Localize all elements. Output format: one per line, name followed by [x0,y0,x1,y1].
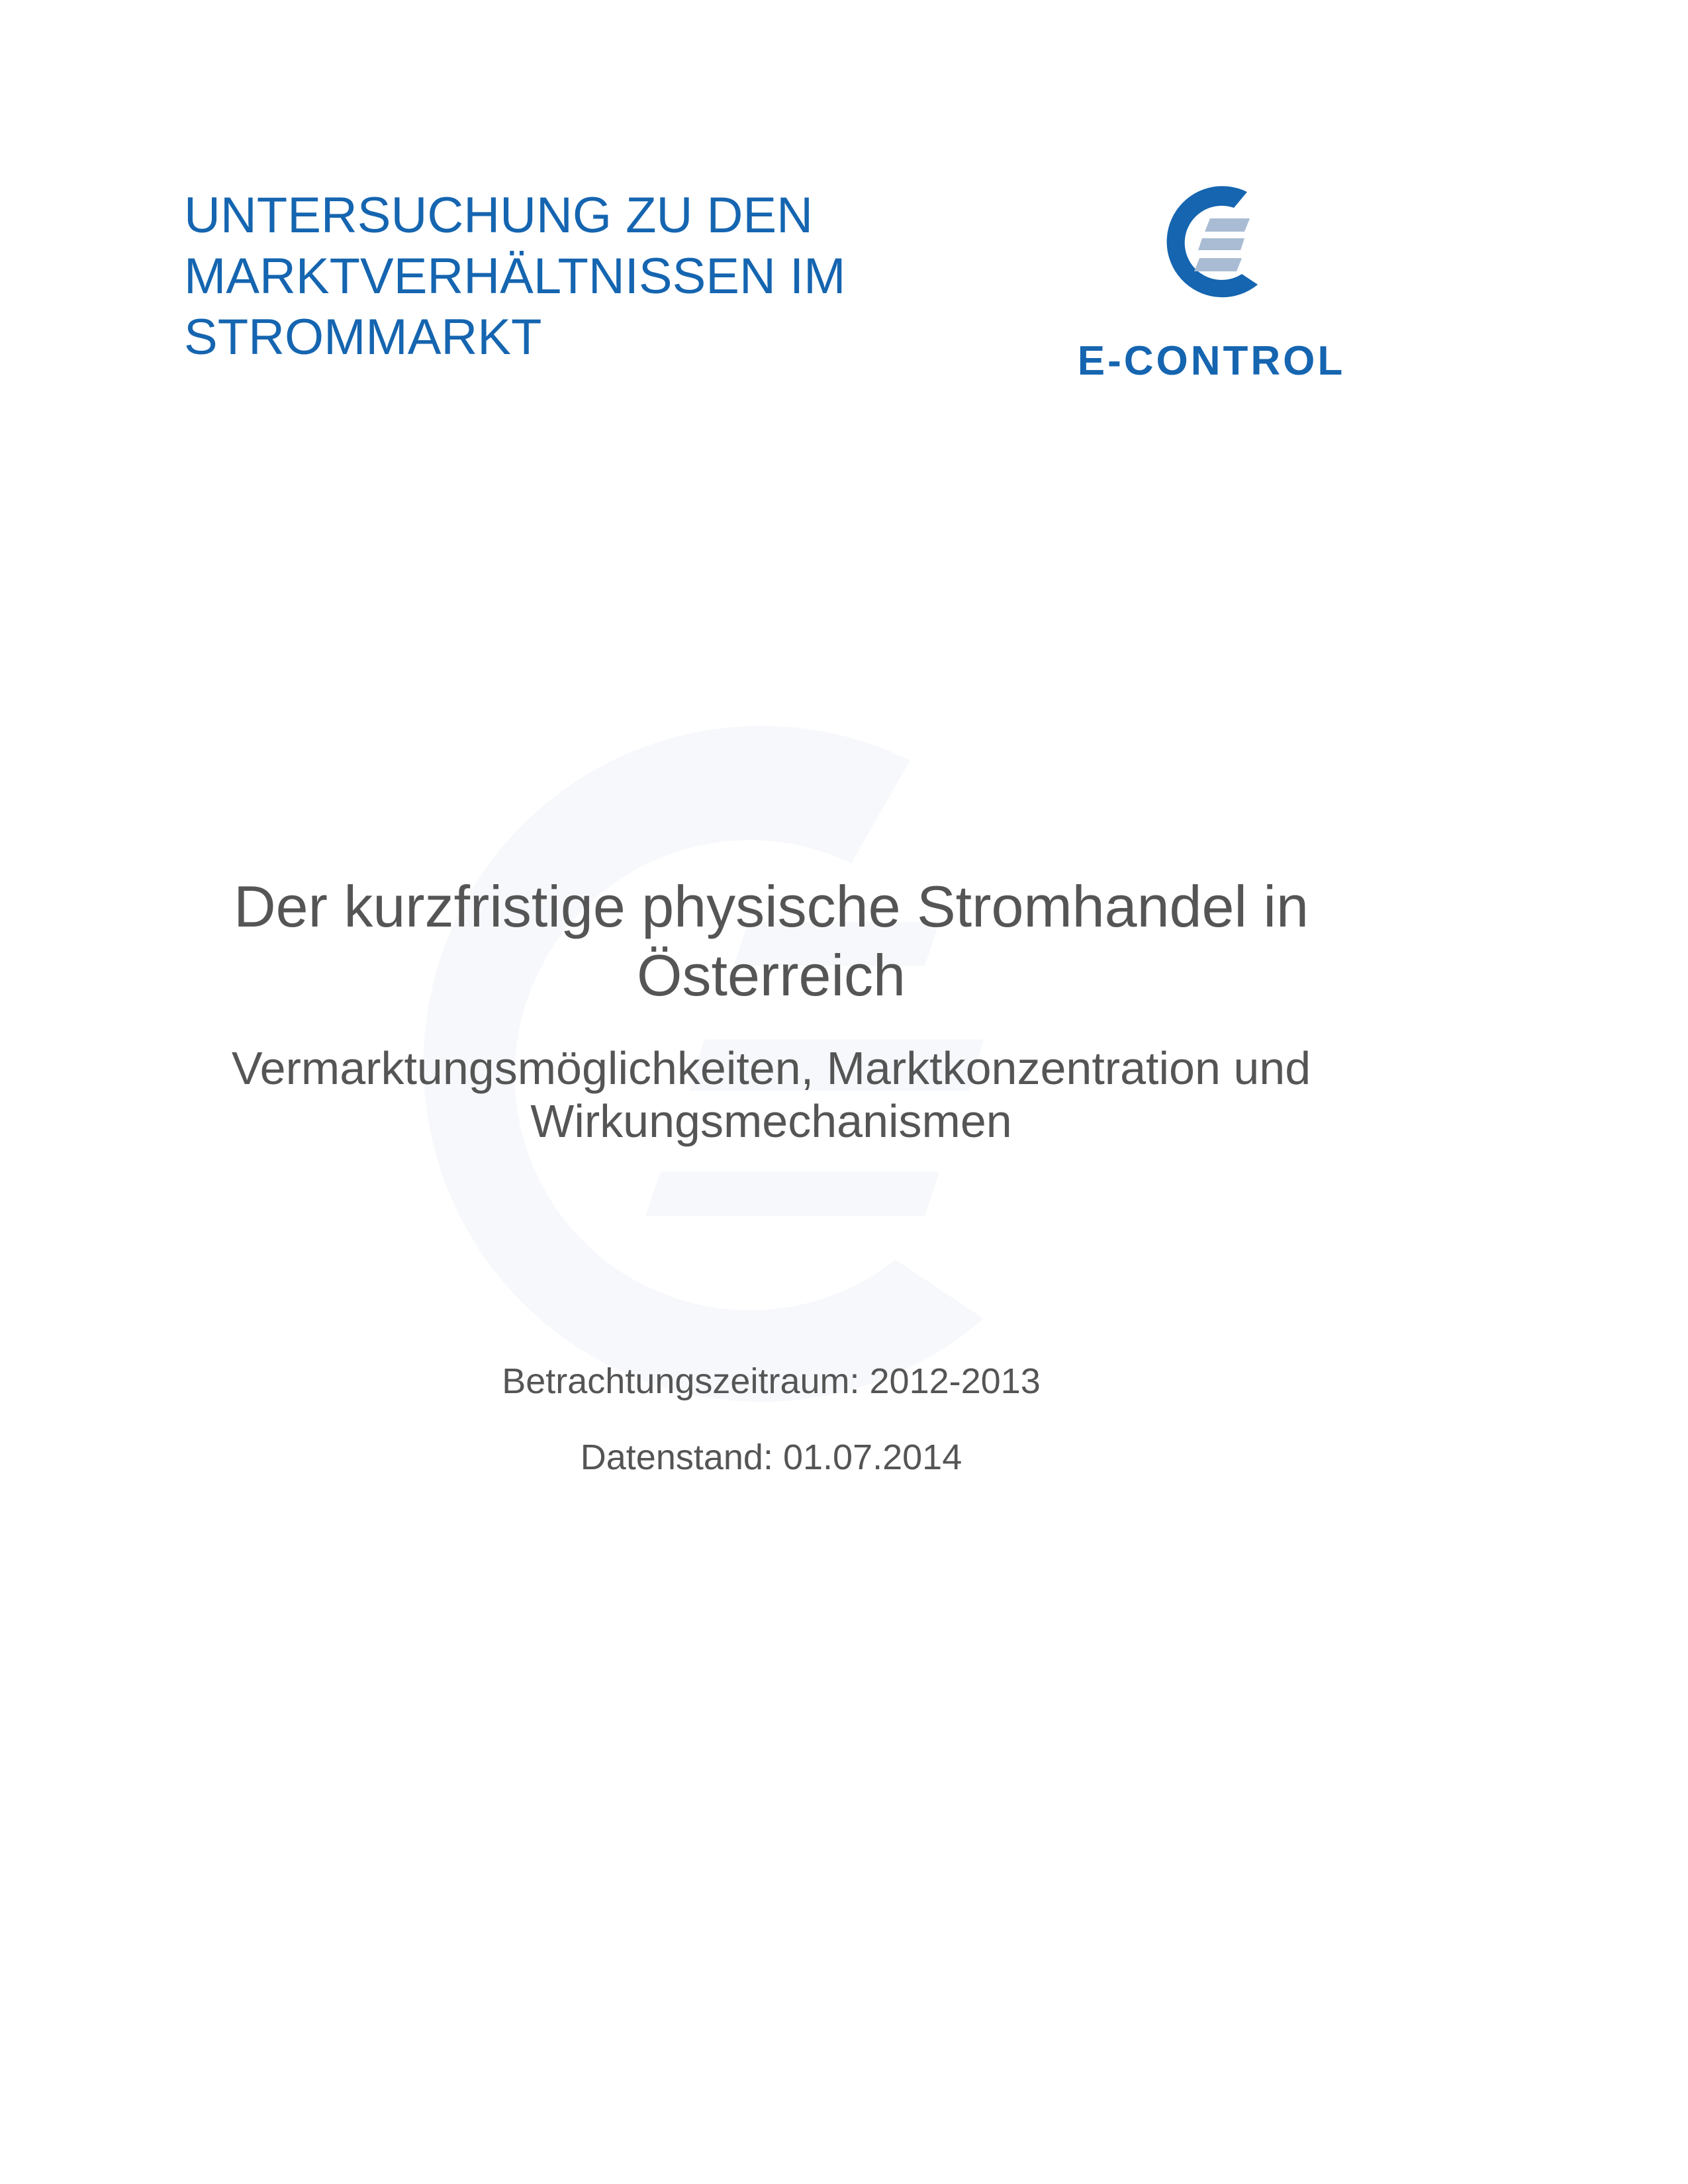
document-subtitle [116,1042,1427,1148]
document-subtitle-line-1: Vermarktungsmöglichkeiten, Marktkonzentration und [231,1042,1311,1094]
report-series-title-line-2: MARKTVERHÄLTNISSEN IM [184,248,846,304]
e-control-logo [1072,179,1350,390]
document-subtitle-line-2: Wirkungsmechanismen [530,1095,1012,1147]
document-title-line-1: Der kurzfristige physische Stromhandel in [234,874,1309,939]
document-title-line-2: Österreich [637,942,906,1008]
report-series-title-line-3: STROMMARKT [184,309,542,365]
report-series-title [184,185,978,368]
report-series-title-line-1: UNTERSUCHUNG ZU DEN [184,187,813,244]
document-title [116,872,1427,1010]
observation-period: Betrachtungszeitraum: 2012-2013 [502,1361,1041,1401]
logo-wordmark: E-CONTROL [1077,338,1346,384]
data-date: Datenstand: 01.07.2014 [580,1437,962,1477]
e-control-logo-icon [1152,179,1284,311]
